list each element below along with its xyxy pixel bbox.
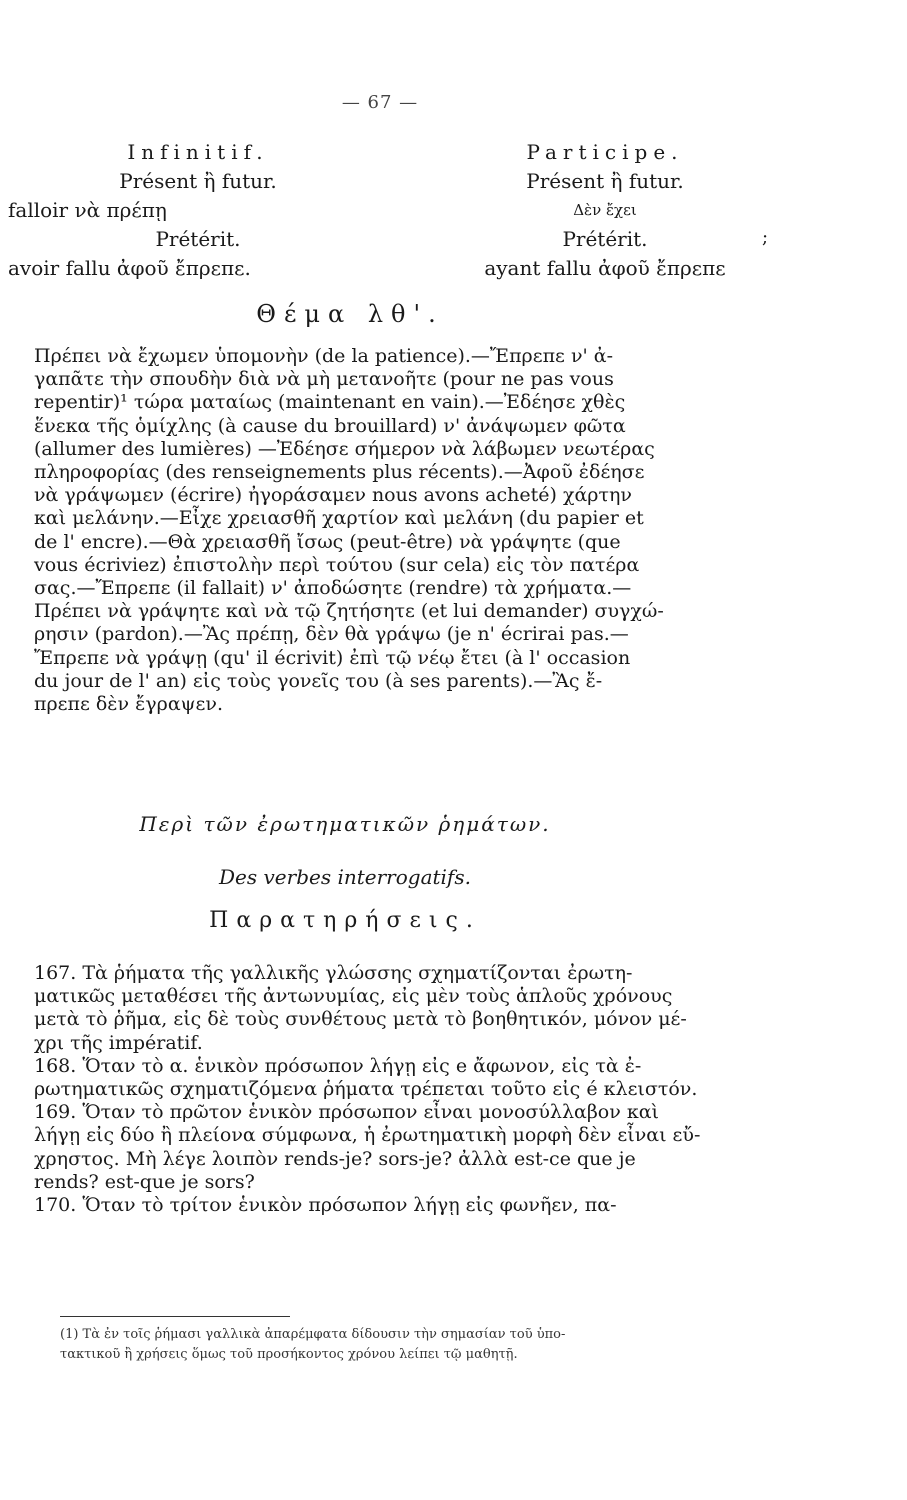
section-heading-french: Des verbes interrogatifs.: [219, 865, 471, 889]
theme-paragraph: [34, 345, 734, 716]
text-line: ματικῶς μεταθέσει τῆς ἀντωνυμίας, εἰς μὲν τοὺς ἁπλοῦς χρόνους: [34, 985, 673, 1008]
infinitif-column: [8, 138, 388, 283]
text-line: χρηστος. Μὴ λέγε λοιπὸν rends-je? sors-je? ἀλλὰ est-ce que je: [34, 1147, 636, 1170]
infinitif-present-label: Présent ἢ futur.: [119, 169, 277, 193]
text-line: καὶ μελάνην.—Εἶχε χρειασθῆ χαρτίον καὶ μελάνη (du papier et: [34, 507, 644, 530]
participe-column: [445, 138, 765, 283]
participe-present-line: Δὲν ἔχει: [573, 201, 637, 219]
page-number: — 67 —: [341, 92, 419, 113]
text-line: ρησιν (pardon).—Ἂς πρέπῃ, δὲν θὰ γράψω (je n' écrirai pas.—: [34, 623, 629, 646]
text-line: γαπᾶτε τὴν σπουδὴν διὰ νὰ μὴ μετανοῆτε (pour ne pas vous: [34, 368, 614, 391]
text-line: σας.—Ἔπρεπε (il fallait) ν' ἀποδώσητε (rendre) τὰ χρήματα.—: [34, 577, 632, 600]
text-line: Ἔπρεπε νὰ γράψῃ (qu' il écrivit) ἐπὶ τῷ νέῳ ἔτει (à l' occasion: [34, 646, 631, 669]
footnote-line: (1) Τὰ ἐν τοῖς ῥήμασι γαλλικὰ ἀπαρέμφατα δίδουσιν τὴν σημασίαν τοῦ ὑπο-: [60, 1327, 566, 1342]
text-line: νὰ γράψωμεν (écrire) ἠγοράσαμεν nous avons acheté) χάρτην: [34, 484, 632, 507]
participe-present-label: Présent ἢ futur.: [526, 169, 684, 193]
infinitif-title: Infinitif.: [127, 140, 269, 164]
footnote-line: τακτικοῦ ἢ χρήσεις ὅμως τοῦ προσήκοντος χρόνου λείπει τῷ μαθητῇ.: [60, 1347, 518, 1362]
participe-title: Participe.: [526, 140, 684, 164]
text-line: 169. Ὅταν τὸ πρῶτον ἑνικὸν πρόσωπον εἶναι μονοσύλλαβον καὶ: [34, 1101, 659, 1124]
text-line: πληροφορίας (des renseignements plus récents).—Ἀφοῦ ἐδέησε: [34, 461, 645, 484]
observations-paragraph: [34, 962, 734, 1217]
observations-heading: Παρατηρήσεις.: [209, 908, 481, 933]
text-line: rends? est-que je sors?: [34, 1170, 255, 1193]
text-line: 168. Ὅταν τὸ α. ἑνικὸν πρόσωπον λήγῃ εἰς e ἄφωνον, εἰς τὰ ἐ-: [34, 1054, 642, 1077]
infinitif-preterit-label: Prétérit.: [155, 227, 241, 251]
stray-mark: ;: [762, 227, 769, 248]
text-line: πρεπε δὲν ἔγραψεν.: [34, 693, 223, 716]
footnote-rule: [60, 1316, 290, 1317]
text-line: ρωτηματικῶς σχηματιζόμενα ῥήματα τρέπεται τοῦτο εἰς é κλειστόν.: [34, 1078, 698, 1101]
text-line: μετὰ τὸ ῥῆμα, εἰς δὲ τοὺς συνθέτους μετὰ τὸ βοηθητικόν, μόνον μέ-: [34, 1008, 687, 1031]
text-line: 167. Τὰ ῥήματα τῆς γαλλικῆς γλώσσης σχηματίζονται ἐρωτη-: [34, 962, 633, 984]
participe-preterit-line: ayant fallu ἀφοῦ ἔπρεπε: [484, 256, 726, 280]
text-line: λήγῃ εἰς δύο ἢ πλείονα σύμφωνα, ἡ ἐρωτηματικὴ μορφὴ δὲν εἶναι εὔ-: [34, 1124, 701, 1147]
text-line: 170. Ὅταν τὸ τρίτον ἑνικὸν πρόσωπον λήγῃ εἰς φωνῆεν, πα-: [34, 1194, 617, 1217]
footnote: [60, 1325, 740, 1365]
text-line: repentir)¹ τώρα ματαίως (maintenant en vain).—Ἐδέησε χθὲς: [34, 391, 626, 414]
infinitif-preterit-line: avoir fallu ἀφοῦ ἔπρεπε.: [8, 256, 251, 280]
text-line: vous écriviez) ἐπιστολὴν περὶ τούτου (sur cela) εἰς τὸν πατέρα: [34, 553, 640, 576]
text-line: ἕνεκα τῆς ὁμίχλης (à cause du brouillard) ν' ἀνάψωμεν φῶτα: [34, 414, 626, 437]
text-line: Πρέπει νὰ γράψητε καὶ νὰ τῷ ζητήσητε (et lui demander) συγχώ-: [34, 600, 664, 623]
participe-preterit-label: Prétérit.: [562, 227, 648, 251]
text-line: Πρέπει νὰ ἔχωμεν ὑπομονὴν (de la patience).—Ἔπρεπε ν' ἀ-: [34, 345, 614, 367]
theme-heading: Θέμα λθ'.: [256, 300, 444, 328]
text-line: (allumer des lumières) —Ἐδέησε σήμερον νὰ λάβωμεν νεωτέρας: [34, 437, 655, 460]
text-line: du jour de l' an) εἰς τοὺς γονεῖς του (à ses parents).—Ἂς ἔ-: [34, 669, 603, 692]
section-heading-greek: Περὶ τῶν ἐρωτηματικῶν ῥημάτων.: [139, 812, 551, 836]
text-line: de l' encre).—Θὰ χρειασθῆ ἴσως (peut-être) νὰ γράψητε (que: [34, 530, 621, 553]
infinitif-present-line: falloir νὰ πρέπῃ: [8, 198, 167, 222]
text-line: χρι τῆς impératif.: [34, 1031, 203, 1054]
